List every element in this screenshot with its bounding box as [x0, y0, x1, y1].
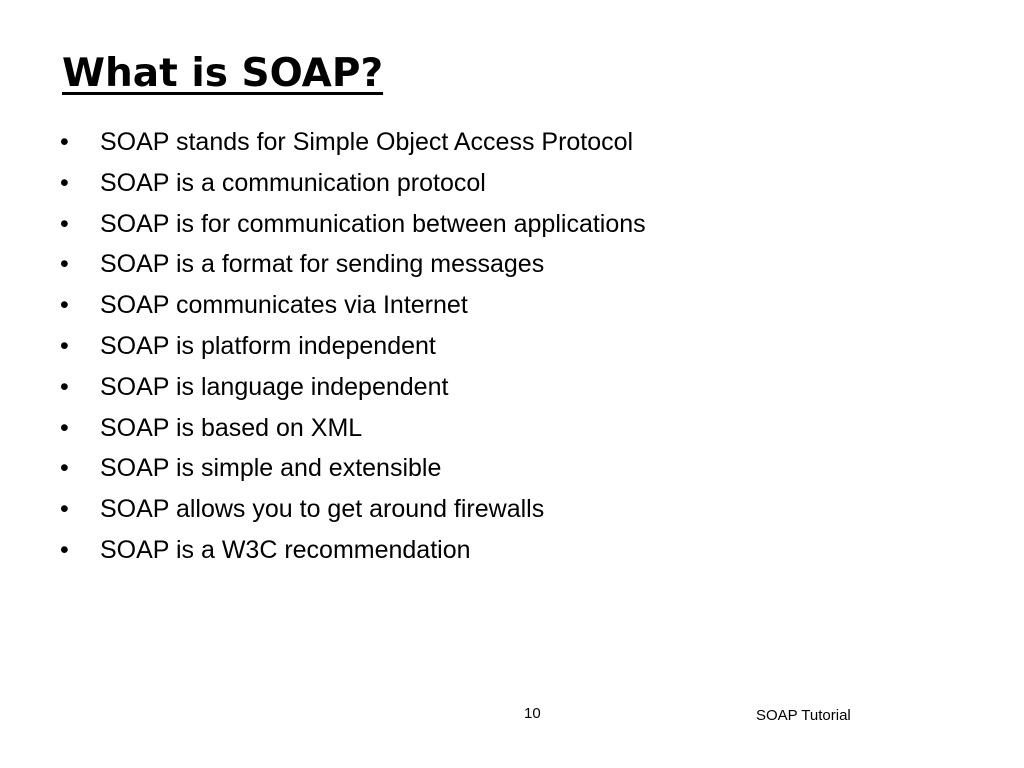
list-item [60, 204, 960, 245]
bullet-text: SOAP is a format for sending messages [100, 250, 545, 279]
list-item [60, 122, 960, 163]
list-item [60, 530, 960, 571]
bullet-text: SOAP is language independent [100, 372, 449, 401]
bullet-list [60, 122, 960, 571]
slide-title: What is SOAP? [62, 51, 384, 96]
bullet-text: SOAP stands for Simple Object Access Protocol [100, 128, 634, 156]
list-item [60, 489, 960, 530]
page-number: 10 [524, 705, 541, 722]
bullet-icon: • [60, 168, 69, 197]
bullet-icon: • [60, 209, 69, 238]
bullet-icon: • [60, 372, 69, 401]
bullet-text: SOAP is a W3C recommendation [100, 535, 471, 564]
bullet-text: SOAP is based on XML [100, 413, 363, 442]
bullet-icon: • [60, 413, 69, 442]
list-item [60, 448, 960, 489]
bullet-text: SOAP is simple and extensible [100, 454, 442, 483]
list-item [60, 285, 960, 326]
list-item [60, 367, 960, 408]
footer-title: SOAP Tutorial [756, 707, 851, 724]
bullet-text: SOAP is a communication protocol [100, 168, 486, 197]
list-item [60, 326, 960, 367]
bullet-icon: • [60, 250, 69, 279]
bullet-text: SOAP is platform independent [100, 331, 436, 360]
bullet-icon: • [60, 128, 69, 156]
bullet-icon: • [60, 495, 69, 524]
bullet-text: SOAP is for communication between applications [100, 209, 646, 238]
bullet-icon: • [60, 331, 69, 360]
bullet-icon: • [60, 535, 69, 564]
bullet-text: SOAP allows you to get around firewalls [100, 495, 545, 524]
bullet-icon: • [60, 454, 69, 483]
bullet-text: SOAP communicates via Internet [100, 291, 468, 320]
list-item [60, 244, 960, 285]
list-item [60, 163, 960, 204]
bullet-icon: • [60, 291, 69, 320]
list-item [60, 408, 960, 449]
